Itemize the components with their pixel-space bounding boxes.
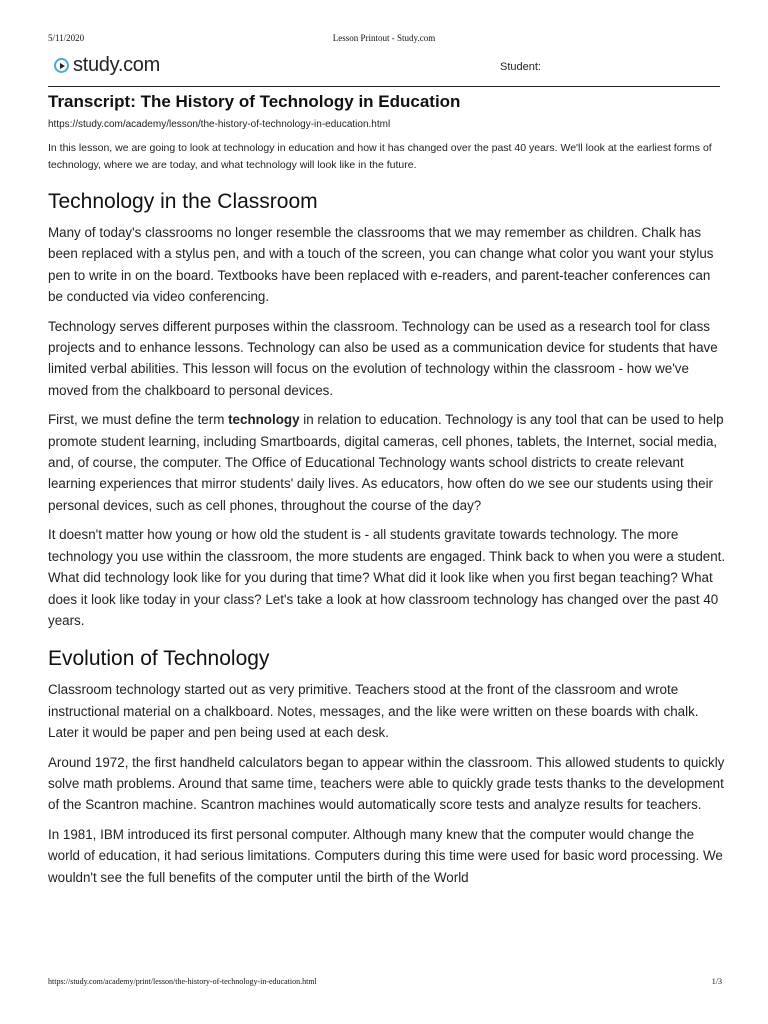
paragraph: Around 1972, the first handheld calculators began to appear within the classroom. This allowed students to quickly solve math problems. Around that same time, teachers were able to quickly grade tests thanks to the development of the Scantron machine. Scantron machines would automatically score tests and analyze results for teachers. [48,754,725,813]
print-title: Lesson Printout - Study.com [332,33,436,43]
paragraph-text: First, we must define the term [48,412,229,428]
paragraph: Technology serves different purposes within the classroom. Technology can be used as a research tool for class projects and to enhance lessons. Technology can also be used as a communication device for students that have limited verbal abilities. This lesson will focus on the evolution of technology within the classroom - how we've moved from the chalkboard to personal devices. [48,318,718,398]
document-url[interactable]: https://study.com/academy/lesson/the-history-of-technology-in-education.html [48,119,391,130]
study-logo[interactable] [54,54,160,77]
paragraph: It doesn't matter how young or how old the student is - all students gravitate towards technology. The more technology you use within the classroom, the more students are engaged. Think back to when you were a student. What did technology look like for you during that time? What did it look like when you first began teaching? What does it look like today in your class? Let's take a look at how classroom technology has changed over the past 40 years. [48,527,726,628]
logo-text: study.com [73,54,160,76]
brand-bar [48,52,720,87]
section-heading-classroom: Technology in the Classroom [48,190,318,213]
page-number: 1/3 [711,977,722,986]
paragraph: In 1981, IBM introduced its first personal computer. Although many knew that the computer would change the world of education, it had serious limitations. Computers during this time were used for basic word processing. We wouldn't see the full benefits of the computer until the birth of the World [48,826,723,885]
intro-paragraph: In this lesson, we are going to look at technology in education and how it has changed over the past 40 years. We'll look at the earliest forms of technology, where we are today, and what technology will look like in the future. [48,142,712,171]
paragraph-text: in relation to education. Technology is any tool that can be used to help promote student learning, including Smartboards, digital cameras, cell phones, tablets, the Internet, social media, and, of course, the computer. The Office of Educational Technology wants school districts to create relevant learning experiences that mirror students' daily lives. As educators, how often do we see our students using their personal devices, such as cell phones, throughout the course of the day? [48,412,724,513]
paragraph: Classroom technology started out as very primitive. Teachers stood at the front of the classroom and wrote instructional material on a chalkboard. Notes, messages, and the like were written on these boards with chalk. Later it would be paper and pen being used at each desk. [48,682,699,741]
document-content [48,91,728,896]
document-title: Transcript: The History of Technology in Education [48,92,461,111]
section-heading-evolution: Evolution of Technology [48,647,270,671]
print-date: 5/11/2020 [48,33,85,43]
paragraph: Many of today's classrooms no longer resemble the classrooms that we may remember as children. Chalk has been replaced with a stylus pen, and with a touch of the screen, you can change what color you want your stylus pen to write in on the board. Textbooks have been replaced with e-readers, and parent-teacher conferences can be conducted via video conferencing. [48,225,714,305]
play-circle-icon [54,58,69,73]
student-label: Student: [500,61,541,73]
footer-url: https://study.com/academy/print/lesson/the-history-of-technology-in-education.html [48,977,317,986]
bold-term: technology [228,412,300,428]
paragraph-technology-definition [48,409,728,516]
